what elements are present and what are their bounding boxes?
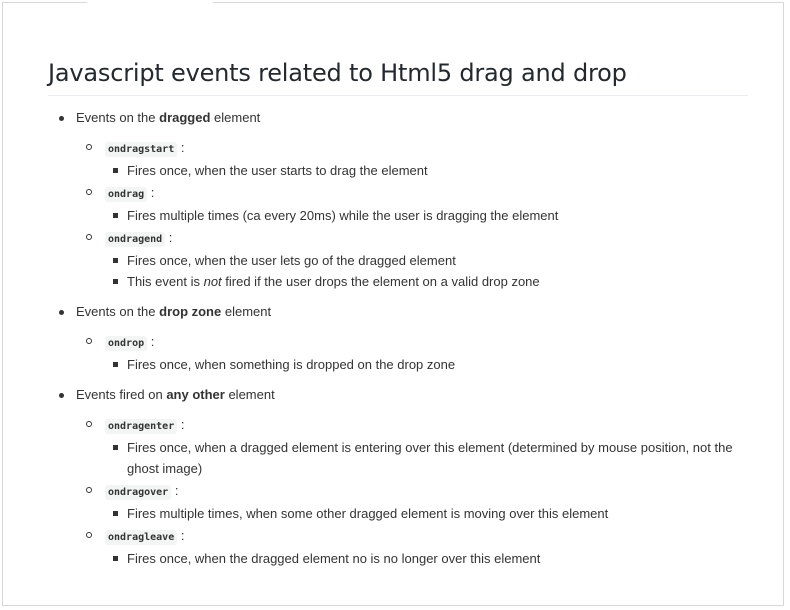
event-detail: Fires once, when the user lets go of the dragged element [105, 250, 748, 271]
event-detail-list [105, 548, 748, 569]
event-detail: Fires once, when a dragged element is entering over this element (determined by mouse position, not the ghost image) [105, 437, 748, 479]
event-detail: Fires once, when the dragged element no is no longer over this element [105, 548, 748, 569]
event-code: ondragover [105, 485, 171, 500]
event-ondragstart: ondragstart : Fires once, when the user starts to drag the element [76, 138, 748, 181]
event-detail-list [105, 354, 748, 375]
event-ondragenter: ondragenter : Fires once, when a dragged element is entering over this element (determined by mouse position, not the ghost image) [76, 415, 748, 479]
event-detail-list [105, 503, 748, 524]
emphasis-not: not [203, 274, 222, 289]
event-group-drop-zone: Events on the drop zone element ondrop : Fires once, when something is dropped on the drop zone [48, 302, 748, 375]
group-emphasis: dragged [159, 110, 211, 125]
page-title: Javascript events related to Html5 drag and drop [48, 56, 748, 96]
event-list [76, 138, 748, 292]
event-detail: Fires once, when the user starts to drag the element [105, 160, 748, 181]
event-group-dragged: Events on the dragged element ondragstart : Fires once, when the user starts to drag the element ondrag : Fires multiple times (ca every 20ms) while the user is dragging the element ondragend : Fires once, when the user lets go of the dragged element This event is not fired if the user drops the element on a valid drop zone [48, 108, 748, 292]
event-code: ondrop [105, 336, 147, 351]
event-ondragover: ondragover : Fires multiple times, when some other dragged element is moving over this element [76, 481, 748, 524]
document-content [48, 56, 748, 579]
event-code: ondragend [105, 232, 165, 247]
event-detail-list [105, 160, 748, 181]
tab-notch [87, 2, 213, 5]
event-code: ondragenter [105, 419, 177, 434]
event-ondrop: ondrop : Fires once, when something is dropped on the drop zone [76, 332, 748, 375]
event-detail: Fires once, when something is dropped on the drop zone [105, 354, 748, 375]
event-code: ondragstart [105, 142, 177, 157]
event-ondragleave: ondragleave : Fires once, when the dragged element no is no longer over this element [76, 526, 748, 569]
event-detail-list [105, 205, 748, 226]
event-group-list [48, 108, 748, 569]
event-detail-note: This event is not fired if the user drops the element on a valid drop zone [105, 271, 748, 292]
event-code: ondragleave [105, 530, 177, 545]
event-detail-list [105, 437, 748, 479]
event-code: ondrag [105, 187, 147, 202]
event-detail-list [105, 250, 748, 292]
event-list [76, 332, 748, 375]
event-detail: Fires multiple times (ca every 20ms) while the user is dragging the element [105, 205, 748, 226]
event-detail: Fires multiple times, when some other dragged element is moving over this element [105, 503, 748, 524]
event-list [76, 415, 748, 569]
group-emphasis: any other [166, 387, 225, 402]
group-emphasis: drop zone [159, 304, 222, 319]
event-group-any-other: Events fired on any other element ondragenter : Fires once, when a dragged element is entering over this element (determined by mouse position, not the ghost image) ondragover : Fires multiple times, when some other dragged element is moving over this element ondragleave : Fires once, when the dragged element no is no longer over this element [48, 385, 748, 569]
event-ondrag: ondrag : Fires multiple times (ca every 20ms) while the user is dragging the element [76, 183, 748, 226]
event-ondragend: ondragend : Fires once, when the user lets go of the dragged element This event is not fired if the user drops the element on a valid drop zone [76, 228, 748, 292]
